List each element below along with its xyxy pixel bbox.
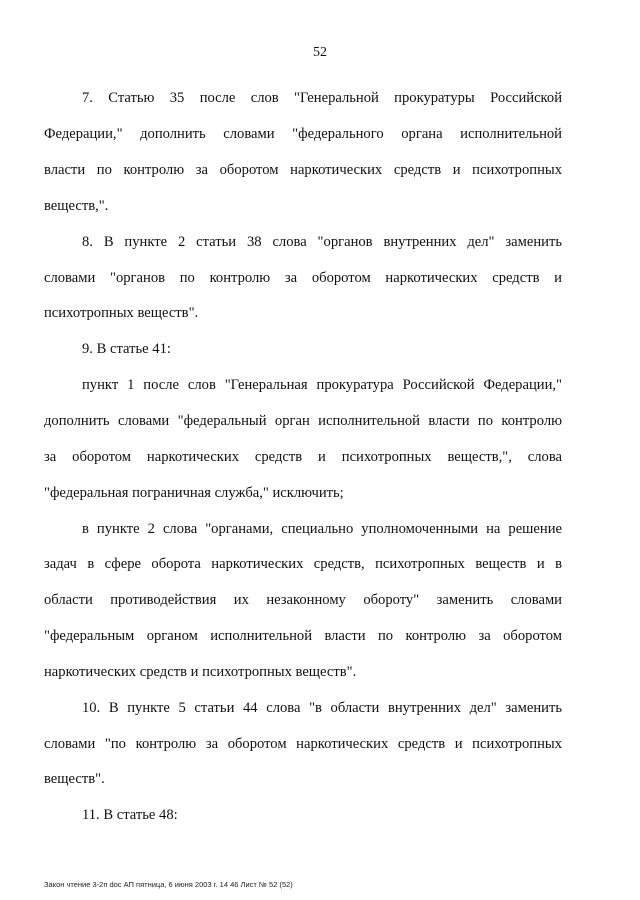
paragraph-10-line-2: словами "по контролю за оборотом наркотических средств и психотропных <box>44 736 562 752</box>
paragraph-9-heading: 9. В статье 41: <box>82 341 171 357</box>
paragraph-9-point-2-line-1: в пункте 2 слова "органами, специально уполномоченными на решение <box>82 521 562 537</box>
paragraph-10-line-3: веществ". <box>44 771 105 787</box>
paragraph-8-line-3: психотропных веществ". <box>44 305 199 321</box>
page-footer: Закон чтение 3-2п doc АП пятница, 6 июня 2003 г. 14 46 Лист № 52 (52) <box>44 880 293 889</box>
paragraph-9-point-2-line-4: "федеральным органом исполнительной власти по контролю за оборотом <box>44 628 562 644</box>
paragraph-9-point-2-line-5: наркотических средств и психотропных веществ". <box>44 664 357 680</box>
paragraph-9-point-2-line-2: задач в сфере оборота наркотических средств, психотропных веществ и в <box>44 556 562 572</box>
paragraph-10-line-1: 10. В пункте 5 статьи 44 слова "в области внутренних дел" заменить <box>82 700 562 716</box>
paragraph-9-point-1-line-2: дополнить словами "федеральный орган исполнительной власти по контролю <box>44 413 562 429</box>
paragraph-11-heading: 11. В статье 48: <box>82 807 178 823</box>
paragraph-8-line-2: словами "органов по контролю за оборотом наркотических средств и <box>44 270 562 286</box>
paragraph-9-point-2-line-3: области противодействия их незаконному обороту" заменить словами <box>44 592 562 608</box>
paragraph-7-line-2: Федерации," дополнить словами "федерального органа исполнительной <box>44 126 562 142</box>
paragraph-7-line-1: 7. Статью 35 после слов "Генеральной прокуратуры Российской <box>82 90 562 106</box>
paragraph-9-point-1-line-3: за оборотом наркотических средств и психотропных веществ,", слова <box>44 449 562 465</box>
paragraph-8-line-1: 8. В пункте 2 статьи 38 слова "органов внутренних дел" заменить <box>82 234 562 250</box>
paragraph-9-point-1-line-4: "федеральная пограничная служба," исключить; <box>44 485 344 501</box>
paragraph-7-line-3: власти по контролю за оборотом наркотических средств и психотропных <box>44 162 562 178</box>
page-number: 52 <box>313 45 327 60</box>
paragraph-7-line-4: веществ,". <box>44 198 109 214</box>
paragraph-9-point-1-line-1: пункт 1 после слов "Генеральная прокуратура Российской Федерации," <box>82 377 562 393</box>
